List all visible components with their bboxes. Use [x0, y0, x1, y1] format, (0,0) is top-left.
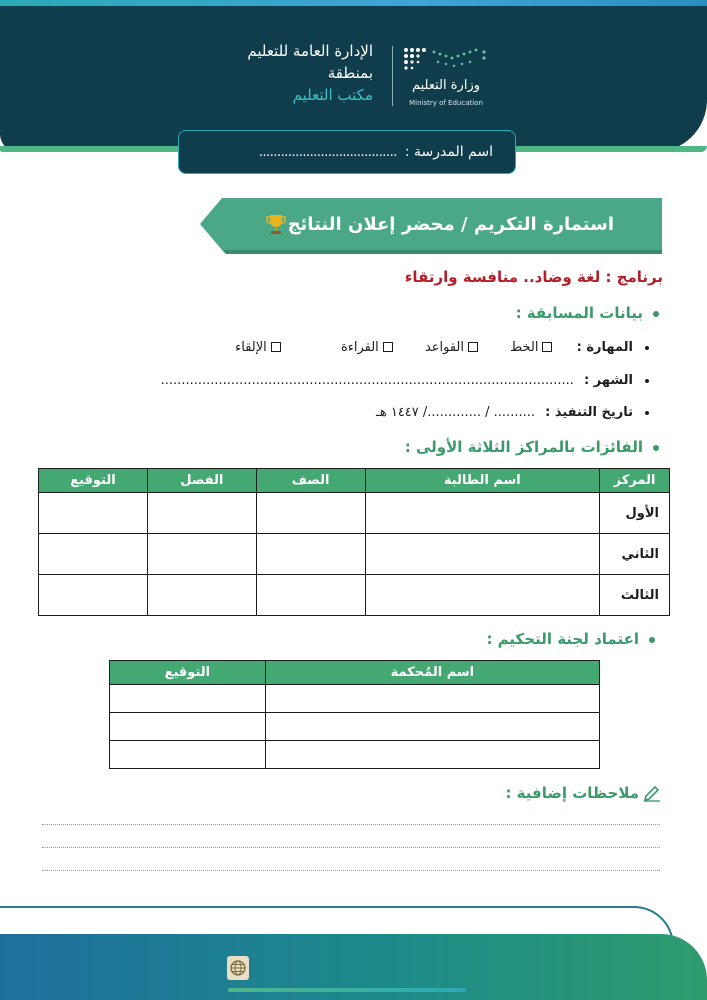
winners-table: [38, 468, 670, 616]
checkbox[interactable]: [383, 342, 393, 352]
grade-cell[interactable]: [256, 493, 365, 534]
rank-cell: الثالث: [600, 575, 670, 616]
school-name-field[interactable]: [178, 130, 516, 174]
jury-section-heading: [486, 630, 655, 648]
footer-progress-bar: [228, 988, 466, 992]
class-cell[interactable]: [147, 575, 256, 616]
column-header-grade: الصف: [256, 469, 365, 493]
school-name-label: اسم المدرسة :: [404, 144, 493, 160]
date-row: [376, 405, 649, 420]
table-header-row: [39, 469, 670, 493]
signature-cell[interactable]: [39, 534, 148, 575]
month-row: [161, 373, 649, 388]
column-header-class: الفصل: [147, 469, 256, 493]
checkbox[interactable]: [271, 342, 281, 352]
date-field[interactable]: .......... / ............./ ١٤٤٧ هـ: [376, 405, 535, 420]
skill-option-grammar[interactable]: [425, 340, 478, 355]
row-bullet: [645, 379, 649, 383]
skill-option-label: الخط: [510, 340, 539, 355]
column-header-signature: التوقيع: [110, 661, 266, 685]
rank-cell: الثاني: [600, 534, 670, 575]
jury-table: [109, 660, 600, 769]
table-row: [110, 685, 600, 713]
program-name: برنامج : لغة وضاد.. منافسة وارتقاء: [404, 268, 663, 286]
class-cell[interactable]: [147, 534, 256, 575]
winners-heading-text: الفائزات بالمراكز الثلاثة الأولى :: [404, 438, 643, 456]
administration-block: [247, 40, 373, 106]
skill-option-label: القواعد: [424, 340, 464, 355]
jury-heading-text: اعتماد لجنة التحكيم :: [486, 630, 639, 648]
skill-option-reading[interactable]: [341, 340, 393, 355]
skill-row: [235, 340, 649, 355]
signature-cell[interactable]: [110, 713, 266, 741]
signature-cell[interactable]: [39, 575, 148, 616]
grade-cell[interactable]: [256, 575, 365, 616]
date-label: تاريخ التنفيذ :: [545, 405, 633, 420]
school-name-placeholder: ......................................: [258, 144, 397, 160]
grade-cell[interactable]: [256, 534, 365, 575]
skill-option-recitation[interactable]: [235, 340, 281, 355]
ministry-logo: [400, 44, 492, 112]
notes-line[interactable]: [42, 824, 660, 825]
signature-cell[interactable]: [110, 741, 266, 769]
row-bullet: [645, 346, 649, 350]
ministry-dots-icon: [400, 44, 492, 78]
rank-cell: الأول: [600, 493, 670, 534]
table-header-row: [110, 661, 600, 685]
ministry-name-en: Ministry of Education: [409, 99, 483, 107]
table-row: [39, 575, 670, 616]
skill-label: المهارة :: [576, 340, 633, 355]
column-header-judge-name: اسم المُحكمة: [265, 661, 599, 685]
checkbox[interactable]: [542, 342, 552, 352]
student-name-cell[interactable]: [365, 493, 600, 534]
checkbox[interactable]: [468, 342, 478, 352]
signature-cell[interactable]: [39, 493, 148, 534]
skill-option-calligraphy[interactable]: [510, 340, 552, 355]
form-title: استمارة التكريم / محضر إعلان النتائج: [287, 214, 614, 235]
section-bullet: [649, 637, 655, 643]
notes-line[interactable]: [42, 847, 660, 848]
competition-section-heading: [516, 304, 659, 322]
winners-section-heading: [405, 438, 659, 456]
pen-icon: [643, 786, 661, 802]
admin-line-1: الإدارة العامة للتعليم: [247, 42, 373, 60]
table-row: [110, 741, 600, 769]
student-name-cell[interactable]: [365, 575, 600, 616]
column-header-rank: المركز: [600, 469, 670, 493]
globe-icon: [227, 956, 249, 980]
header-divider: [392, 46, 393, 106]
student-name-cell[interactable]: [365, 534, 600, 575]
section-bullet: [653, 311, 659, 317]
table-row: [39, 493, 670, 534]
row-bullet: [645, 411, 649, 415]
trophy-icon: [266, 213, 286, 235]
form-title-ribbon: [200, 198, 662, 254]
skill-option-label: القراءة: [340, 340, 379, 355]
notes-heading: [505, 784, 661, 802]
month-label: الشهر :: [584, 373, 633, 388]
admin-line-2: بمنطقة: [327, 64, 373, 82]
header-top-stripe: [0, 0, 707, 6]
skill-option-label: الإلقاء: [235, 340, 267, 355]
judge-name-cell[interactable]: [265, 685, 599, 713]
column-header-student-name: اسم الطالبة: [365, 469, 600, 493]
table-row: [39, 534, 670, 575]
signature-cell[interactable]: [110, 685, 266, 713]
notes-line[interactable]: [42, 870, 660, 871]
judge-name-cell[interactable]: [265, 713, 599, 741]
section-bullet: [653, 445, 659, 451]
month-field[interactable]: ....................................................................................................: [160, 373, 574, 388]
education-office: مكتب التعليم: [292, 86, 373, 104]
column-header-signature: التوقيع: [39, 469, 148, 493]
judge-name-cell[interactable]: [265, 741, 599, 769]
ministry-name-ar: وزارة التعليم: [411, 78, 481, 93]
table-row: [110, 713, 600, 741]
notes-heading-text: ملاحظات إضافية :: [505, 784, 639, 802]
class-cell[interactable]: [147, 493, 256, 534]
competition-heading-text: بيانات المسابقة :: [515, 304, 643, 322]
